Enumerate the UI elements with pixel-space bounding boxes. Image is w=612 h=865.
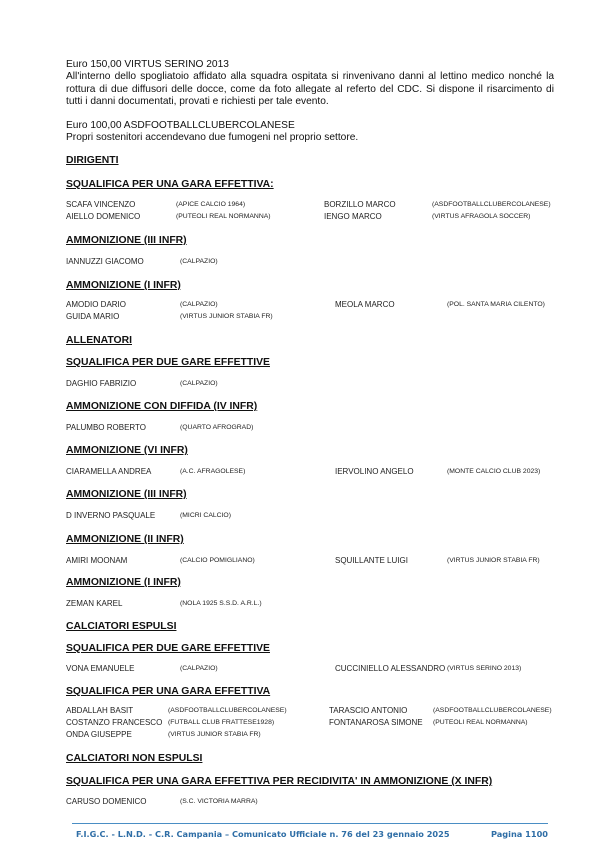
person-name: VONA EMANUELE: [66, 664, 135, 673]
team-name: (MONTE CALCIO CLUB 2023): [447, 468, 541, 475]
section-heading: AMMONIZIONE (II INFR): [66, 534, 184, 545]
person-name: MEOLA MARCO: [335, 300, 395, 309]
section-heading: AMMONIZIONE (I INFR): [66, 280, 181, 291]
section-heading: SQUALIFICA PER DUE GARE EFFETTIVE: [66, 643, 270, 654]
fine-1: [66, 59, 554, 108]
section-heading: AMMONIZIONE (III INFR): [66, 235, 187, 246]
person-name: ABDALLAH BASIT: [66, 706, 134, 715]
fine-2: [66, 120, 554, 145]
team-name: (PUTEOLI REAL NORMANNA): [176, 213, 271, 220]
fine-title: Euro 100,00 ASDFOOTBALLCLUBERCOLANESE: [66, 120, 295, 131]
team-name: (APICE CALCIO 1964): [176, 201, 246, 208]
person-name: IANNUZZI GIACOMO: [66, 257, 144, 266]
team-name: (PUTEOLI REAL NORMANNA): [433, 719, 528, 726]
team-name: (ASDFOOTBALLCLUBERCOLANESE): [433, 707, 552, 714]
person-name: ZEMAN KAREL: [66, 599, 123, 608]
section-heading: SQUALIFICA PER UNA GARA EFFETTIVA: [66, 686, 271, 697]
team-name: (VIRTUS JUNIOR STABIA FR): [180, 313, 273, 320]
section-heading: SQUALIFICA PER DUE GARE EFFETTIVE: [66, 357, 270, 368]
team-name: (CALPAZIO): [180, 301, 218, 308]
footer-title: F.I.G.C. - L.N.D. - C.R. Campania – Comunicato Ufficiale n. 76 del 23 gennaio 2025: [76, 829, 450, 839]
person-name: IENGO MARCO: [324, 212, 382, 221]
team-name: (QUARTO AFROGRAD): [180, 424, 254, 431]
section-heading: SQUALIFICA PER UNA GARA EFFETTIVA PER RECIDIVITA' IN AMMONIZIONE (X INFR): [66, 776, 493, 787]
team-name: (MICRI CALCIO): [180, 512, 231, 519]
team-name: (VIRTUS JUNIOR STABIA FR): [447, 557, 540, 564]
section-heading: AMMONIZIONE (I INFR): [66, 577, 181, 588]
team-name: (FUTBALL CLUB FRATTESE1928): [168, 719, 275, 726]
person-name: COSTANZO FRANCESCO: [66, 718, 163, 727]
person-name: D INVERNO PASQUALE: [66, 511, 156, 520]
footer-divider: [72, 823, 548, 824]
person-name: SQUILLANTE LUIGI: [335, 556, 408, 565]
section-heading: AMMONIZIONE (III INFR): [66, 489, 187, 500]
section-heading: ALLENATORI: [66, 335, 132, 346]
fine-description: All'interno dello spogliatoio affidato alla squadra ospitata si rinvenivano danni al lettino medico nonché la rottura di due diffusori delle docce, come da foto allegate al referto del CDC. Si dispone il risarcimento di tutti i danni documentati, provati e richiesti per tale evento.: [66, 71, 554, 107]
fine-title: Euro 150,00 VIRTUS SERINO 2013: [66, 59, 229, 70]
section-heading: AMMONIZIONE CON DIFFIDA (IV INFR): [66, 401, 258, 412]
team-name: (POL. SANTA MARIA CILENTO): [447, 301, 545, 308]
person-name: SCAFA VINCENZO: [66, 200, 136, 209]
person-name: AMIRI MOONAM: [66, 556, 128, 565]
person-name: CUCCINIELLO ALESSANDRO: [335, 664, 446, 673]
fine-description: Propri sostenitori accendevano due fumogeni nel proprio settore.: [66, 132, 359, 144]
person-name: AIELLO DOMENICO: [66, 212, 141, 221]
team-name: (ASDFOOTBALLCLUBERCOLANESE): [432, 201, 551, 208]
person-name: TARASCIO ANTONIO: [329, 706, 408, 715]
page-number: Pagina 1100: [491, 829, 548, 839]
person-name: FONTANAROSA SIMONE: [329, 718, 423, 727]
team-name: (ASDFOOTBALLCLUBERCOLANESE): [168, 707, 287, 714]
team-name: (VIRTUS AFRAGOLA SOCCER): [432, 213, 531, 220]
section-heading: SQUALIFICA PER UNA GARA EFFETTIVA:: [66, 179, 274, 190]
person-name: IERVOLINO ANGELO: [335, 467, 414, 476]
team-name: (A.C. AFRAGOLESE): [180, 468, 246, 475]
section-heading: CALCIATORI NON ESPULSI: [66, 753, 203, 764]
team-name: (VIRTUS SERINO 2013): [447, 665, 522, 672]
section-heading: DIRIGENTI: [66, 155, 119, 166]
team-name: (S.C. VICTORIA MARRA): [180, 798, 258, 805]
section-heading: AMMONIZIONE (VI INFR): [66, 445, 188, 456]
person-name: GUIDA MARIO: [66, 312, 120, 321]
person-name: AMODIO DARIO: [66, 300, 127, 309]
team-name: (CALPAZIO): [180, 258, 218, 265]
team-name: (VIRTUS JUNIOR STABIA FR): [168, 731, 261, 738]
person-name: DAGHIO FABRIZIO: [66, 379, 137, 388]
team-name: (CALPAZIO): [180, 665, 218, 672]
person-name: BORZILLO MARCO: [324, 200, 396, 209]
person-name: PALUMBO ROBERTO: [66, 423, 147, 432]
section-heading: CALCIATORI ESPULSI: [66, 621, 177, 632]
team-name: (CALPAZIO): [180, 380, 218, 387]
team-name: (CALCIO POMIGLIANO): [180, 557, 255, 564]
team-name: (NOLA 1925 S.S.D. A.R.L.): [180, 600, 262, 607]
person-name: CARUSO DOMENICO: [66, 797, 147, 806]
person-name: ONDA GIUSEPPE: [66, 730, 132, 739]
person-name: CIARAMELLA ANDREA: [66, 467, 152, 476]
